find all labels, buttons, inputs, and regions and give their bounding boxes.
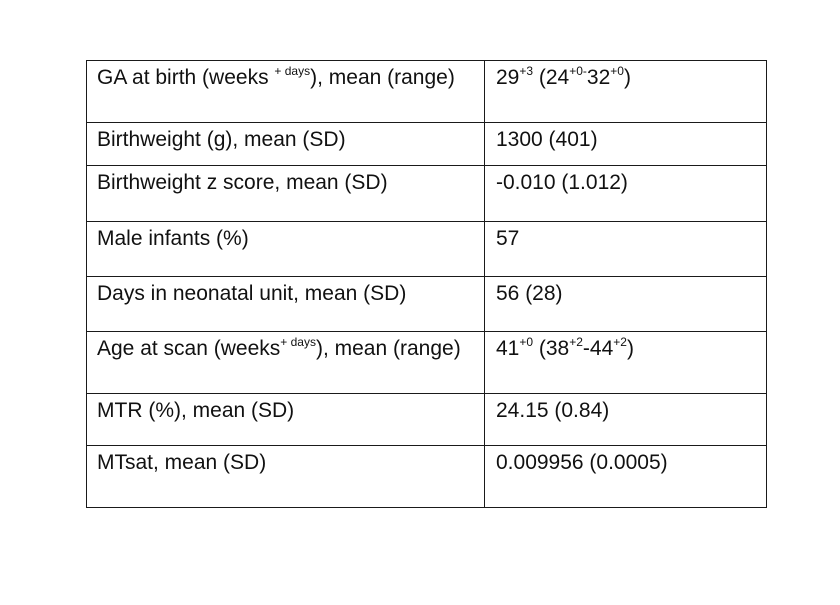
- row-value: 24.15 (0.84): [485, 394, 767, 446]
- row-label: Days in neonatal unit, mean (SD): [87, 277, 485, 332]
- table-row: [87, 332, 767, 394]
- table-row: [87, 446, 767, 508]
- table-row: [87, 277, 767, 332]
- row-label-ga-at-birth: GA at birth (weeks $^{+ days}$), mean (range): [87, 61, 485, 123]
- row-value: 56 (28): [485, 277, 767, 332]
- row-value: 0.009956 (0.0005): [485, 446, 767, 508]
- row-label: Birthweight (g), mean (SD): [87, 123, 485, 166]
- row-value-ga-at-birth: $29^{+3}$ $(24^{+0-}32^{+0})$: [485, 61, 767, 123]
- table-row: [87, 394, 767, 446]
- table-row: [87, 166, 767, 222]
- demographics-table: [86, 60, 767, 508]
- row-value-age-at-scan: $41^{+0}$ $(38^{+2}-44^{+2})$: [485, 332, 767, 394]
- table-row: [87, 123, 767, 166]
- row-value: -0.010 (1.012): [485, 166, 767, 222]
- row-value: 1300 (401): [485, 123, 767, 166]
- table-row: [87, 222, 767, 277]
- table-row: [87, 61, 767, 123]
- row-label-age-at-scan: Age at scan (weeks$^{+ days}$), mean (range): [87, 332, 485, 394]
- row-value: 57: [485, 222, 767, 277]
- row-label: MTR (%), mean (SD): [87, 394, 485, 446]
- row-label: Male infants (%): [87, 222, 485, 277]
- row-label: MTsat, mean (SD): [87, 446, 485, 508]
- row-label: Birthweight z score, mean (SD): [87, 166, 485, 222]
